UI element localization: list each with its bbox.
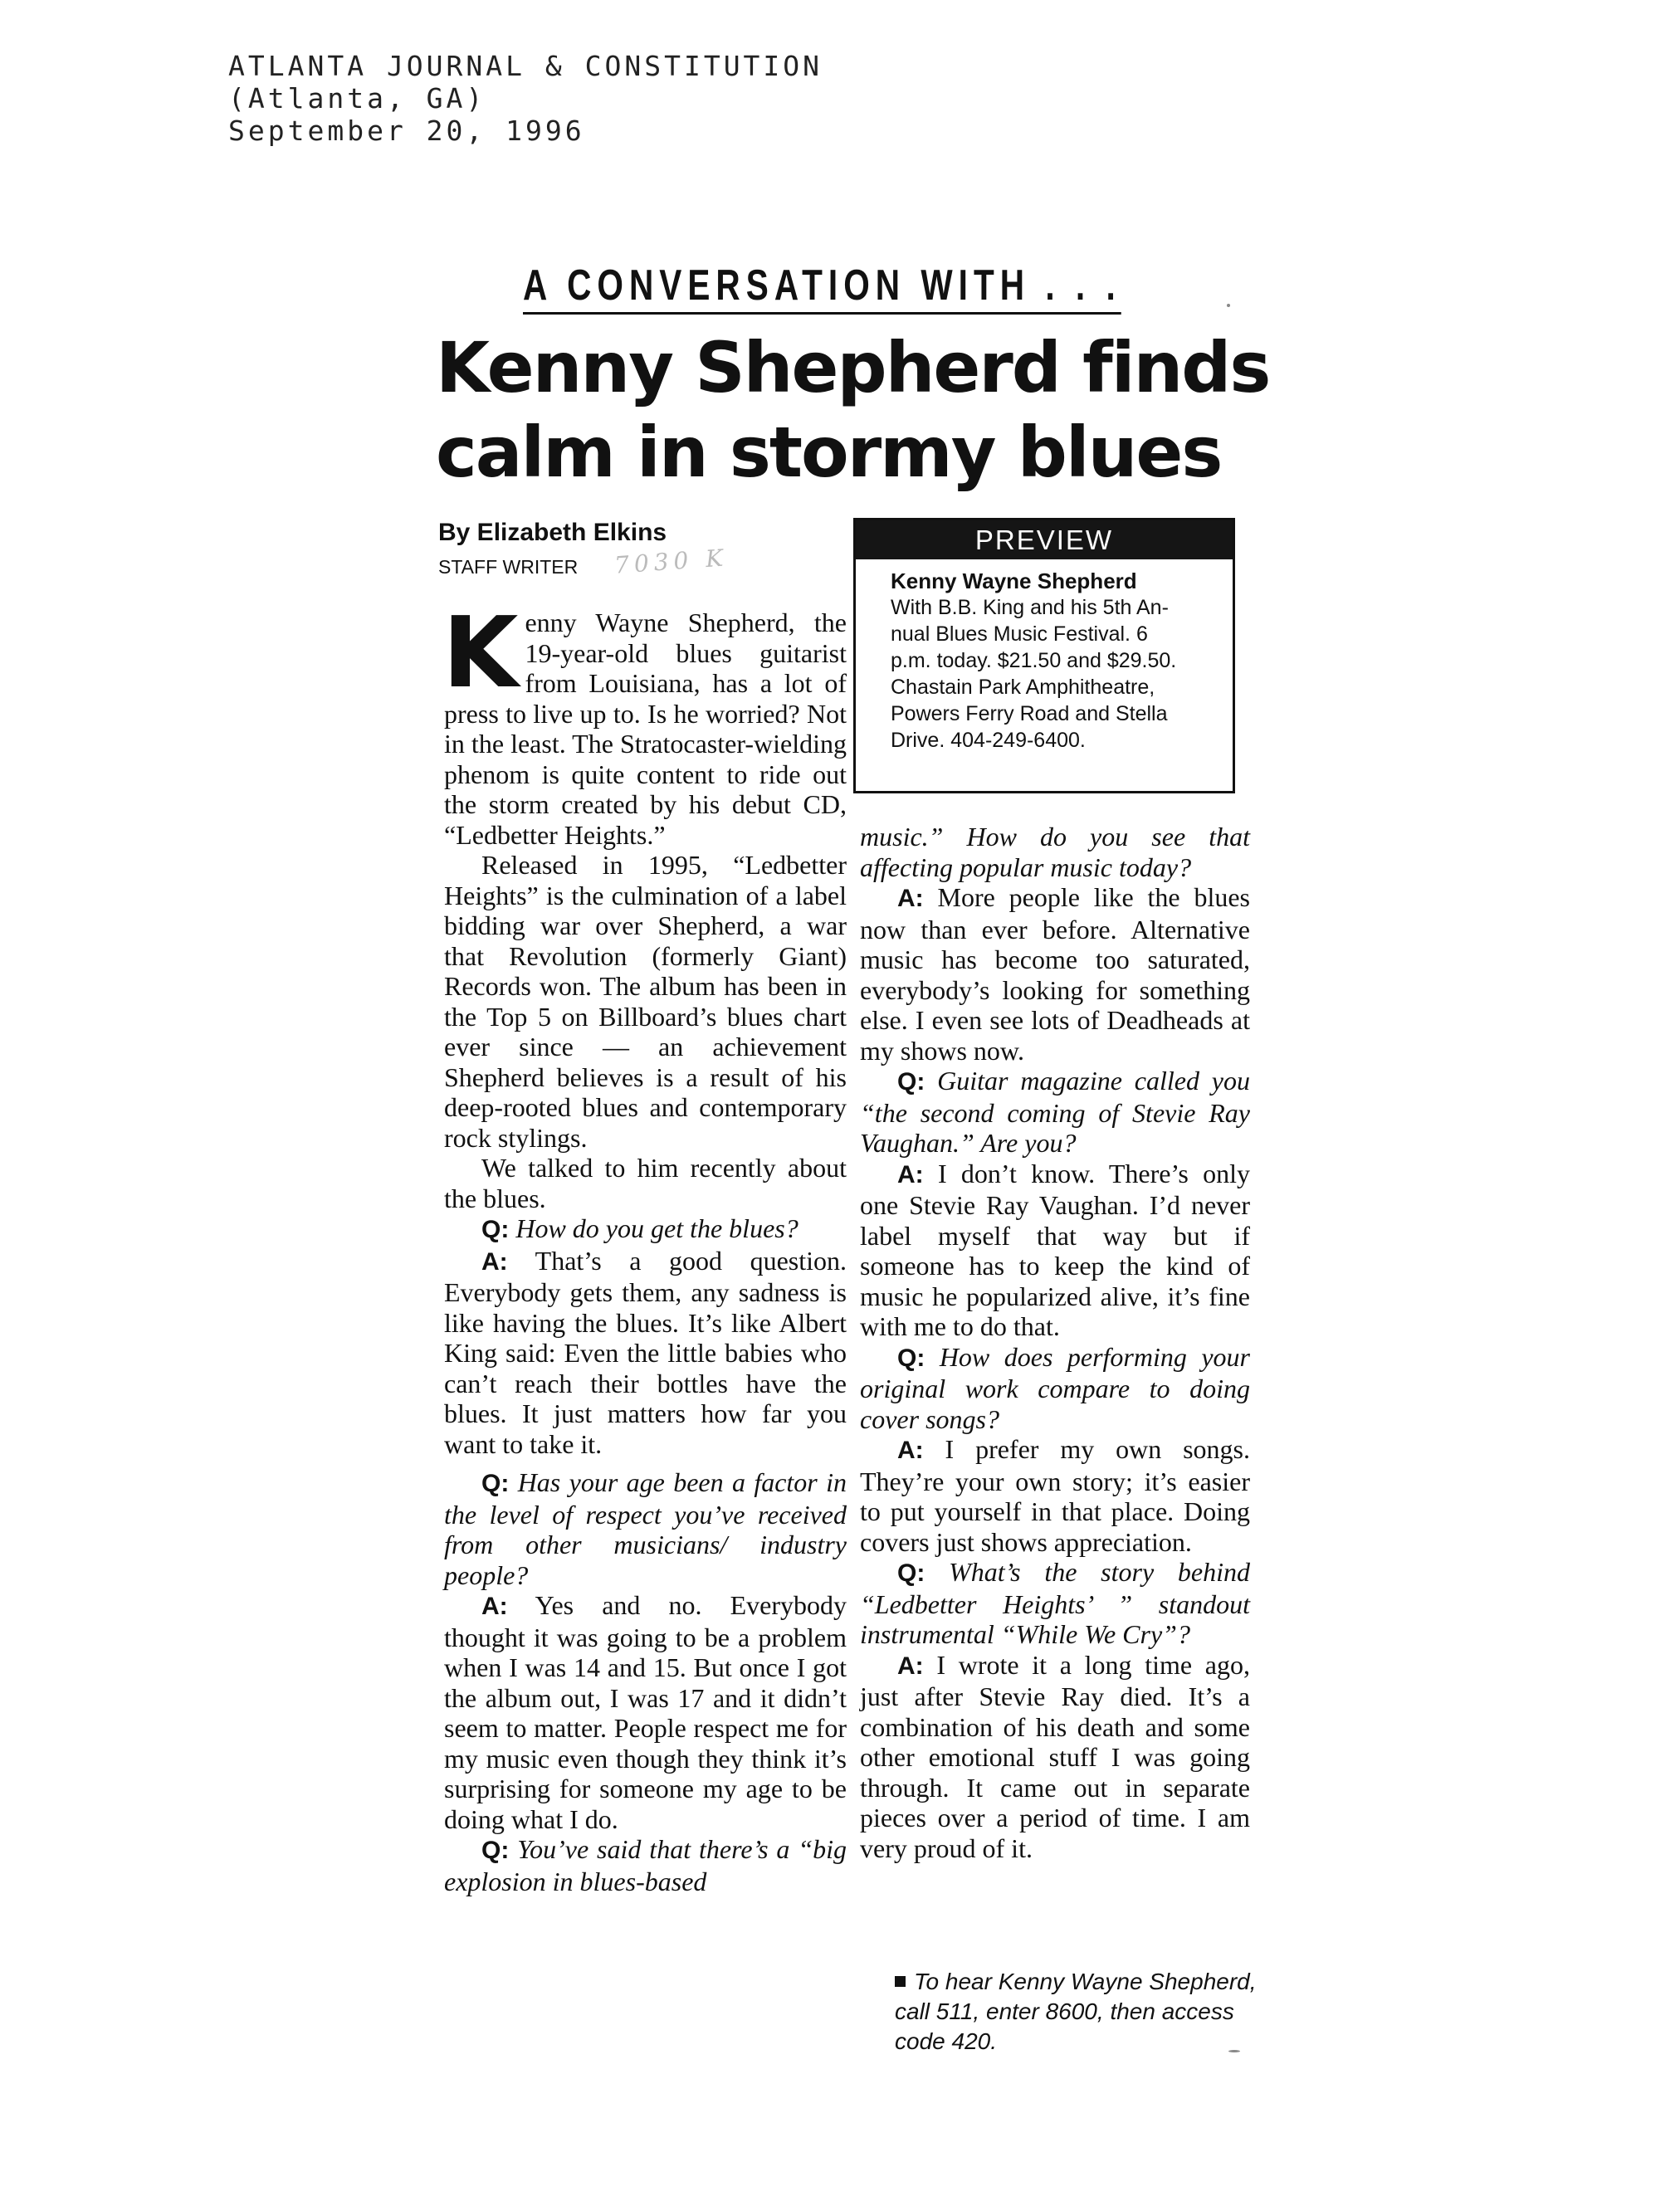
q-marker: Q: (481, 1216, 510, 1243)
question-1-text: How do you get the blues? (515, 1213, 798, 1243)
question-2-text: Has your age been a factor in the level of respect you’ve received from other musicians/ industry people? (444, 1467, 847, 1590)
tagline-text: To hear Kenny Wayne Shepherd, call 511, enter 8600, then access code 420. (895, 1969, 1257, 2054)
intro-text: enny Wayne Shepherd, the 19-year-old blues guitarist from Louisiana, has a lot of press to live up to. Is he worried? Not in the least. The Stratocaster-wielding phenom is quite content to ride out the storm created by his debut CD, “Ledbetter Heights.” (444, 608, 847, 850)
q-marker: Q: (481, 1470, 510, 1497)
q-marker: Q: (897, 1344, 925, 1372)
preview-line: p.m. today. $21.50 and $29.50. (891, 649, 1177, 672)
a-marker: A: (897, 885, 924, 912)
a-marker: A: (481, 1593, 508, 1620)
question-5 (860, 1342, 1250, 1435)
intro-paragraph (442, 595, 847, 850)
answer-5 (860, 1434, 1250, 1557)
paragraph-3: We talked to him recently about the blues. (444, 1153, 847, 1213)
answer-6 (860, 1650, 1250, 1864)
answer-4 (860, 1159, 1250, 1342)
preview-label: PREVIEW (856, 520, 1233, 559)
preview-line: Powers Ferry Road and Stella (891, 702, 1168, 725)
publication-location: (Atlanta, GA) (228, 82, 486, 115)
article-column-1 (442, 595, 847, 1896)
answer-3 (860, 882, 1250, 1066)
headline-line-1: Kenny Shepherd finds (436, 327, 1270, 408)
preview-details (856, 559, 1233, 754)
answer-1-text: That’s a good question. Everybody gets them, any sadness is like having the blues. It’s like Albert King said: Even the little babies who can’t reach their bottles have the blues. It just matters how far you want to take it. (444, 1245, 847, 1459)
a-marker: A: (897, 1160, 924, 1188)
q-marker: Q: (897, 1559, 925, 1587)
question-4-text: Guitar magazine called you “the second coming of Stevie Ray Vaughan.” Are you? (860, 1066, 1251, 1158)
question-3-end: music.” How do you see that affecting popular music today? (860, 822, 1250, 882)
question-3-start (444, 1834, 847, 1896)
square-bullet-icon (895, 1976, 906, 1987)
question-2 (444, 1467, 847, 1590)
q-marker: Q: (897, 1068, 925, 1096)
answer-6-text: I wrote it a long time ago, just after Stevie Ray died. It’s a combination of his death and some other emotional stuff I was going through. It came out in separate pieces over a period of time. I am very proud of it. (860, 1649, 1251, 1863)
preview-line: With B.B. King and his 5th An- (891, 596, 1169, 619)
byline: By Elizabeth Elkins (438, 519, 667, 546)
paragraph-2: Released in 1995, “Ledbetter Heights” is the culmination of a label bidding war over Shepherd, a war that Revolution (formerly Giant) Records won. The album has been in the Top 5 on Billboard’s blues chart ever since — an achievement Shepherd believes is a result of his deep-rooted blues and contemporary rock stylings. (444, 850, 847, 1153)
question-6-text: What’s the story behind “Ledbetter Heights’ ” standout instrumental “While We Cry”? (860, 1557, 1251, 1649)
answer-4-text: I don’t know. There’s only one Stevie Ray Vaughan. I’d never label myself that way but if someone has to keep the kind of music he popularized alive, it’s fine with me to do that. (860, 1158, 1251, 1341)
answer-5-text: I prefer my own songs. They’re your own story; it’s easier to put yourself in that place. Doing covers just shows appreciation. (860, 1434, 1251, 1557)
answer-2-text: Yes and no. Everybody thought it was going to be a problem when I was 14 and 15. But once I got the album out, I was 17 and it didn’t seem to matter. People respect me for my music even though they think it’s surprising for someone my age to be doing what I do. (444, 1590, 847, 1834)
clipping-source-header (228, 50, 823, 147)
q-marker: Q: (481, 1837, 510, 1864)
preview-line: nual Blues Music Festival. 6 (891, 622, 1148, 646)
scan-speck (1227, 304, 1230, 307)
preview-line: Chastain Park Amphitheatre, (891, 676, 1155, 699)
kicker: A CONVERSATION WITH . . . (523, 261, 1121, 315)
headline-line-2: calm in stormy blues (436, 412, 1222, 493)
answer-2 (444, 1590, 847, 1834)
preview-box (853, 518, 1235, 793)
hotline-tagline (895, 1967, 1260, 2057)
question-1 (444, 1213, 847, 1246)
scan-speck (1228, 2050, 1240, 2052)
pencil-note: 7030 K (613, 544, 730, 579)
article-column-2 (860, 822, 1250, 1863)
a-marker: A: (481, 1247, 508, 1276)
question-4 (860, 1066, 1250, 1159)
preview-line: Drive. 404-249-6400. (891, 729, 1086, 752)
preview-artist: Kenny Wayne Shepherd (891, 569, 1137, 593)
answer-3-text: More people like the blues now than ever before. Alternative music has become too saturated, everybody’s looking for something else. I even see lots of Deadheads at my shows now. (860, 882, 1251, 1066)
a-marker: A: (897, 1652, 924, 1680)
publication-date: September 20, 1996 (228, 115, 585, 147)
question-3-text-start: You’ve said that there’s a “big explosion in blues-based (444, 1834, 847, 1896)
publication-name: ATLANTA JOURNAL & CONSTITUTION (228, 50, 823, 82)
staff-title: STAFF WRITER (438, 556, 579, 578)
question-6 (860, 1557, 1250, 1650)
headline (436, 325, 1270, 495)
a-marker: A: (897, 1437, 924, 1464)
answer-1 (444, 1246, 847, 1460)
question-5-text: How does performing your original work compare to doing cover songs? (860, 1341, 1251, 1434)
drop-cap: K (442, 595, 519, 710)
